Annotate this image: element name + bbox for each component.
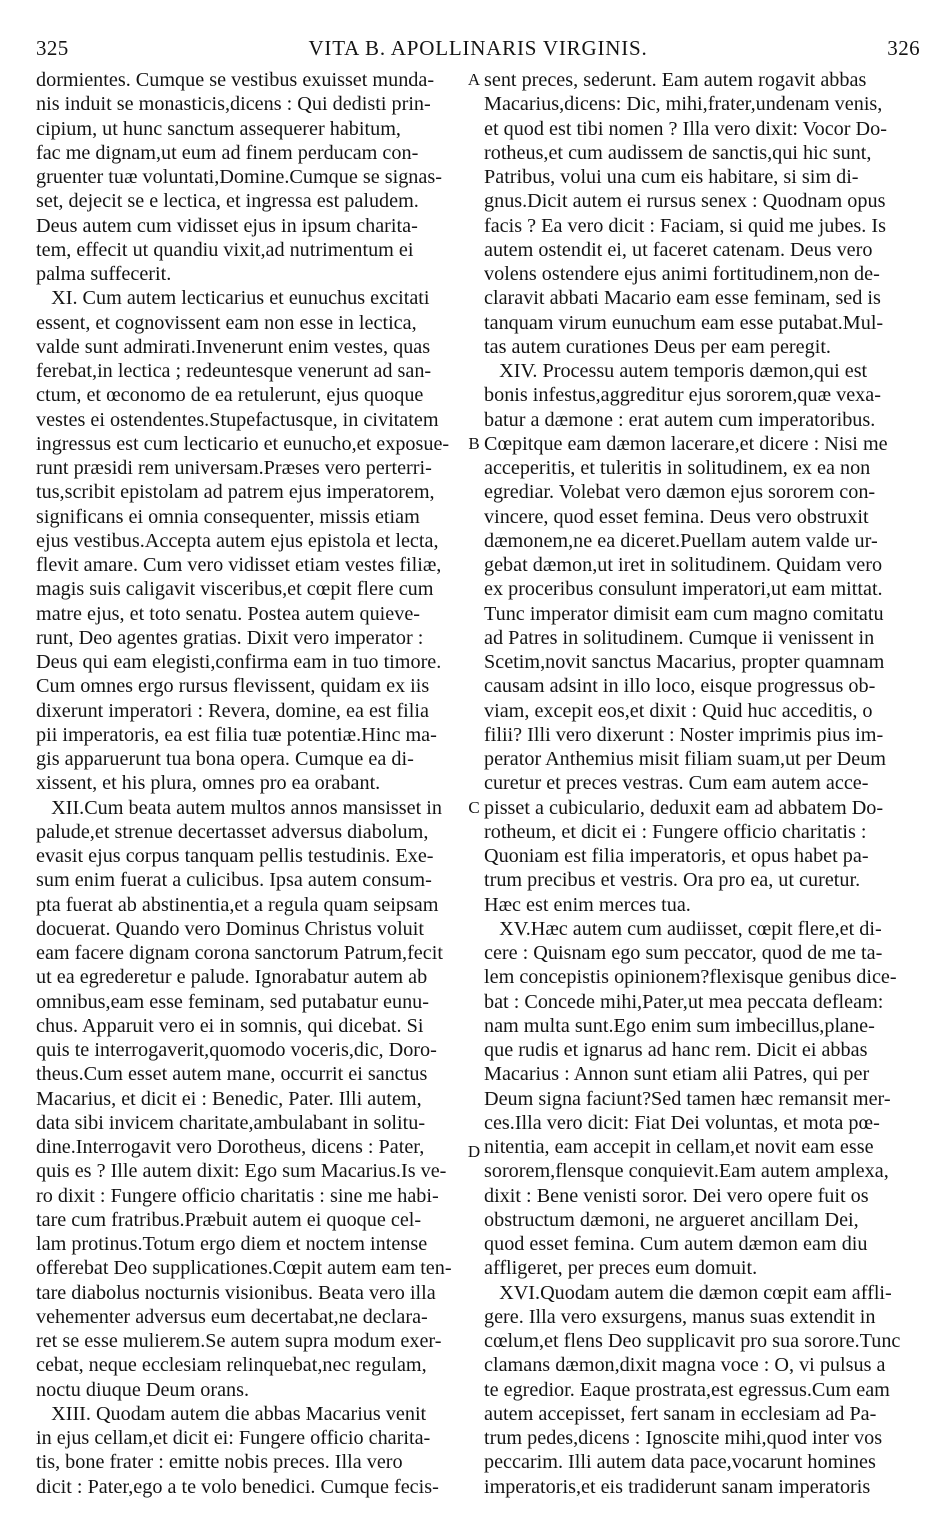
text-line: quis te interrogaverit,quomodo voceris,dic, Doro- — [36, 1039, 437, 1061]
text-line: rotheum, et dicit ei : Fungere officio charitatis : — [484, 820, 867, 843]
text-line: ejus vestibus.Accepta autem ejus epistola et lecta, — [36, 529, 439, 552]
margin-marker-c: C — [468, 798, 480, 817]
text-line: causam adsint in illo loco, eisque progressus ob- — [484, 675, 876, 698]
right-column — [484, 68, 920, 1499]
text-line: bonis infestus,aggreditur ejus sororem,quæ vexa- — [484, 384, 881, 407]
text-line: XII.Cum beata autem multos annos mansisset in — [36, 796, 442, 819]
text-line: tare cum fratribus.Præbuit autem ei quoque cel- — [36, 1208, 422, 1231]
text-line: Patribus, volui una cum eis habitare, si sim di- — [484, 166, 859, 188]
text-line: XIV. Processu autem temporis dæmon,qui est — [484, 360, 868, 382]
text-line: tas autem curationes Deus per eam peregit. — [484, 335, 831, 358]
text-line: XV.Hæc autem cum audiisset, cœpit flere,et di- — [484, 917, 882, 940]
text-line: sent preces, sederunt. Eam autem rogavit abbas — [484, 69, 867, 91]
text-line: Deus autem cum vidisset ejus in ipsum charita- — [36, 214, 418, 237]
text-line: tanquam virum eunuchum eam esse putabat.Mul- — [484, 311, 884, 334]
text-line: significans ei omnia consequenter, missis etiam — [36, 505, 420, 528]
running-title: VITA B. APOLLINARIS VIRGINIS. — [308, 36, 648, 60]
text-line: nis induit se monasticis,dicens : Qui dedisti prin- — [36, 93, 431, 116]
text-line: ad Patres in solitudinem. Cumque ii venissent in — [484, 626, 875, 649]
text-line: clamans dæmon,dixit magna voce : O, vi pulsus a — [484, 1354, 886, 1377]
text-line: Cœpitque eam dæmon lacerare,et dicere : Nisi me — [484, 432, 888, 455]
text-line: tus,scribit epistolam ad patrem ejus imperatorem, — [36, 481, 435, 504]
text-line: facis ? Ea vero dicit : Faciam, si quid me jubes. Is — [484, 214, 886, 237]
text-line: flevit amare. Cum vero vidisset etiam vestes filiæ, — [36, 554, 442, 576]
text-line: gere. Illa vero exsurgens, manus suas extendit in — [484, 1305, 876, 1328]
text-line: omnibus,eam esse feminam, sed putabatur eunu- — [36, 990, 429, 1013]
text-line: vestes ei ostendentes.Stupefactusque, in civitatem — [36, 408, 439, 431]
text-line: quis es ? Ille autem dixit: Ego sum Macarius.Is ve- — [36, 1160, 447, 1183]
text-line: et quod est tibi nomen ? Illa vero dixit: Vocor Do- — [484, 117, 887, 140]
text-line: in ejus cellam,et dicit ei: Fungere officio charita- — [36, 1427, 431, 1449]
text-line: XIII. Quodam autem die abbas Macarius venit — [36, 1402, 427, 1425]
text-line: Scetim,novit sanctus Macarius, propter quamnam — [484, 651, 885, 673]
text-line: ingressus est cum lecticario et eunucho,et exposue- — [36, 432, 450, 455]
text-line: Hæc est enim merces tua. — [484, 893, 691, 916]
text-line: tis, bone frater : emitte nobis preces. Illa vero — [36, 1451, 403, 1474]
text-line: XI. Cum autem lecticarius et eunuchus excitati — [36, 287, 430, 310]
text-line: Deus qui eam elegisti,confirma eam in tuo timore. — [36, 651, 442, 673]
page-header — [36, 36, 920, 66]
text-line: nam multa sunt.Ego enim sum imbecillus,plane- — [484, 1014, 875, 1037]
text-line: obstructum dæmoni, ne argueret ancillam Dei, — [484, 1208, 859, 1231]
text-line: runt præsidi rem universam.Præses vero perterri- — [36, 457, 432, 479]
text-line: egrediar. Volebat vero dæmon ejus sororem con- — [484, 481, 876, 504]
margin-marker-a: A — [467, 70, 481, 89]
margin-marker-d: D — [467, 1142, 481, 1161]
text-line: theus.Cum esset autem mane, occurrit ei sanctus — [36, 1063, 428, 1086]
text-line: sororem,flensque conquievit.Eam autem amplexa, — [484, 1160, 889, 1183]
text-line: palude,et strenue decertasset adversus diabolum, — [36, 820, 429, 843]
text-line: evasit ejus corpus tanquam pellis testudinis. Exe- — [36, 845, 434, 867]
text-line: magis suis caligavit visceribus,et cœpit flere cum — [36, 578, 434, 601]
text-line: ut ea egrederetur e palude. Ignorabatur autem ab — [36, 966, 428, 989]
text-line: nitentia, eam accepit in cellam,et novit eam esse — [484, 1136, 874, 1158]
text-line: cipium, ut hunc sanctum assequerer habitum, — [36, 117, 401, 140]
text-line: chus. Apparuit vero ei in somnis, qui dicebat. Si — [36, 1014, 424, 1037]
text-line: Cum omnes ergo rursus flevissent, quidam ex iis — [36, 675, 430, 698]
text-line: gis apparuerunt tua bona opera. Cumque ea di- — [36, 748, 414, 770]
text-line: te egredior. Eaque prostrata,est egressus.Cum eam — [484, 1378, 890, 1401]
text-line: trum precibus et vestris. Ora pro ea, ut curetur. — [484, 869, 861, 892]
text-line: docuerat. Quando vero Dominus Christus voluit — [36, 917, 424, 940]
text-line: set, dejecit se e lectica, et ingressa est paludem. — [36, 190, 419, 213]
text-line: Tunc imperator dimisit eam cum magno comitatu — [484, 602, 884, 625]
text-line: Macarius, et dicit ei : Benedic, Pater. Illi autem, — [36, 1087, 422, 1110]
text-line: Deum signa faciunt?Sed tamen hæc remansit mer- — [484, 1087, 891, 1110]
text-line: bat : Concede mihi,Pater,ut mea peccata defleam: — [484, 990, 884, 1013]
text-line: perator Anthemius misit filiam suam,ut per Deum — [484, 748, 886, 770]
text-line: tem, effecit ut quandiu vixit,ad nutrimentum ei — [36, 238, 414, 261]
margin-marker-b: B — [468, 434, 480, 453]
text-line: que rudis et ignarus ad hanc rem. Dicit ei abbas — [484, 1039, 868, 1061]
text-line: imperatoris,et eis tradiderunt sanam imperatoris — [484, 1475, 871, 1498]
text-line: Quoniam est filia imperatoris, et opus habet pa- — [484, 845, 869, 867]
text-line: sum enim fuerat a culicibus. Ipsa autem consum- — [36, 869, 432, 892]
text-line: matre ejus, et toto senatu. Postea autem quieve- — [36, 602, 421, 625]
text-line: eam facere dignam corona sanctorum Patrum,fecit — [36, 942, 443, 964]
text-line: ctum, et œconomo de ea retulerunt, ejus quoque — [36, 384, 424, 407]
page-number-left: 325 — [36, 36, 69, 60]
text-line: pisset a cubiculario, deduxit eam ad abbatem Do- — [484, 796, 884, 819]
text-line: ro dixit : Fungere officio charitatis : sine me habi- — [36, 1184, 439, 1207]
text-line: Macarius,dicens: Dic, mihi,frater,undenam venis, — [484, 93, 883, 116]
text-line: noctu diuque Deum orans. — [36, 1378, 250, 1401]
text-line: autem ostendit ei, ut faceret catenam. Deus vero — [484, 238, 873, 261]
text-line: vincere, quod esset femina. Deus vero obstruxit — [484, 505, 869, 528]
text-line: peccarim. Illi autem data pace,vocarunt homines — [484, 1451, 876, 1474]
text-line: gnus.Dicit autem ei rursus senex : Quodnam opus — [484, 190, 886, 213]
text-line: trum pedes,dicens : Ignoscite mihi,quod inter vos — [484, 1427, 883, 1449]
text-line: vehementer adversus eum decertabat,ne declara- — [36, 1305, 428, 1328]
text-line: valde sunt admirati.Invenerunt enim vestes, quas — [36, 335, 431, 358]
text-line: lam protinus.Totum ergo diem et noctem intense — [36, 1233, 428, 1255]
text-line: palma suffecerit. — [36, 263, 172, 285]
text-line: fac me dignam,ut eum ad finem perducam con- — [36, 141, 419, 164]
text-line: Macarius : Annon sunt etiam alii Patres, qui per — [484, 1063, 870, 1086]
text-line: essent, et cognovissent eam non esse in lectica, — [36, 311, 417, 334]
text-line: filii? Illi vero dixerunt : Noster imprimis pius im- — [484, 723, 884, 746]
text-line: volens ostendere ejus animi fortitudinem,non de- — [484, 263, 880, 285]
text-line: cere : Quisnam ego sum peccator, quod de me ta- — [484, 942, 883, 964]
text-line: autem accepisset, fert sanam in ecclesiam ad Pa- — [484, 1402, 877, 1425]
text-line: ces.Illa vero dicit: Fiat Dei voluntas, et mota pœ- — [484, 1111, 880, 1134]
text-line: batur a dæmone : erat autem cum imperatoribus. — [484, 408, 876, 431]
text-line: curetur et preces vestras. Cum eam autem acce- — [484, 772, 869, 795]
text-line: dine.Interrogavit vero Dorotheus, dicens : Pater, — [36, 1136, 425, 1158]
text-line: XVI.Quodam autem die dæmon cœpit eam affli- — [484, 1281, 892, 1304]
text-line: ex proceribus consulunt imperatori,ut eam mittat. — [484, 578, 883, 601]
text-line: xissent, et his plura, omnes pro ea orabant. — [36, 772, 381, 795]
text-line: acceperitis, et tuleritis in solitudinem, ex ea non — [484, 457, 871, 479]
text-line: pta fuerat ab abstinentia,et a regula quam seipsam — [36, 893, 439, 916]
page-number-right: 326 — [887, 36, 920, 60]
text-line: gebat dæmon,ut iret in solitudinem. Quidam vero — [484, 554, 883, 576]
text-line: data sibi invicem charitate,ambulabant in solitu- — [36, 1111, 426, 1134]
text-line: lem concepistis opinionem?flexisque genibus dice- — [484, 966, 897, 989]
text-line: runt, Deo agentes gratias. Dixit vero imperator : — [36, 626, 424, 649]
text-line: dæmonem,ne ea diceret.Puellam autem valde ur- — [484, 529, 878, 552]
left-column — [36, 68, 469, 1499]
text-line: rotheus,et cum audissem de sanctis,qui hic sunt, — [484, 141, 872, 164]
text-line: pii imperatoris, ea est filia tuæ potentiæ.Hinc ma- — [36, 723, 437, 746]
text-line: cœlum,et flens Deo supplicavit pro sua sorore.Tunc — [484, 1330, 901, 1352]
text-line: gruenter tuæ voluntati,Domine.Cumque se signas- — [36, 166, 442, 188]
text-line: ret se esse mulierem.Se autem supra modum exer- — [36, 1330, 442, 1352]
text-line: claravit abbati Macario eam esse feminam, sed is — [484, 287, 881, 310]
text-line: viam, excepit eos,et dixit : Quid huc acceditis, o — [484, 699, 873, 722]
text-line: tare diabolus nocturnis visionibus. Beata vero illa — [36, 1281, 436, 1304]
text-line: cebat, neque ecclesiam relinquebat,nec regulam, — [36, 1354, 427, 1377]
text-line: offerebat Deo supplicationes.Cœpit autem eam ten- — [36, 1257, 452, 1280]
text-line: dicit : Pater,ego a te volo benedici. Cumque fecis- — [36, 1475, 439, 1498]
text-line: ferebat,in lectica ; redeuntesque venerunt ad san- — [36, 360, 432, 382]
text-line: dormientes. Cumque se vestibus exuisset munda- — [36, 69, 435, 91]
text-line: dixerunt imperatori : Revera, domine, ea est filia — [36, 699, 429, 722]
text-line: affligeret, per preces eum domuit. — [484, 1257, 758, 1280]
text-line: dixit : Bene venisti soror. Dei vero opere fuit os — [484, 1184, 869, 1207]
text-line: quod esset femina. Cum autem dæmon eam diu — [484, 1233, 868, 1255]
